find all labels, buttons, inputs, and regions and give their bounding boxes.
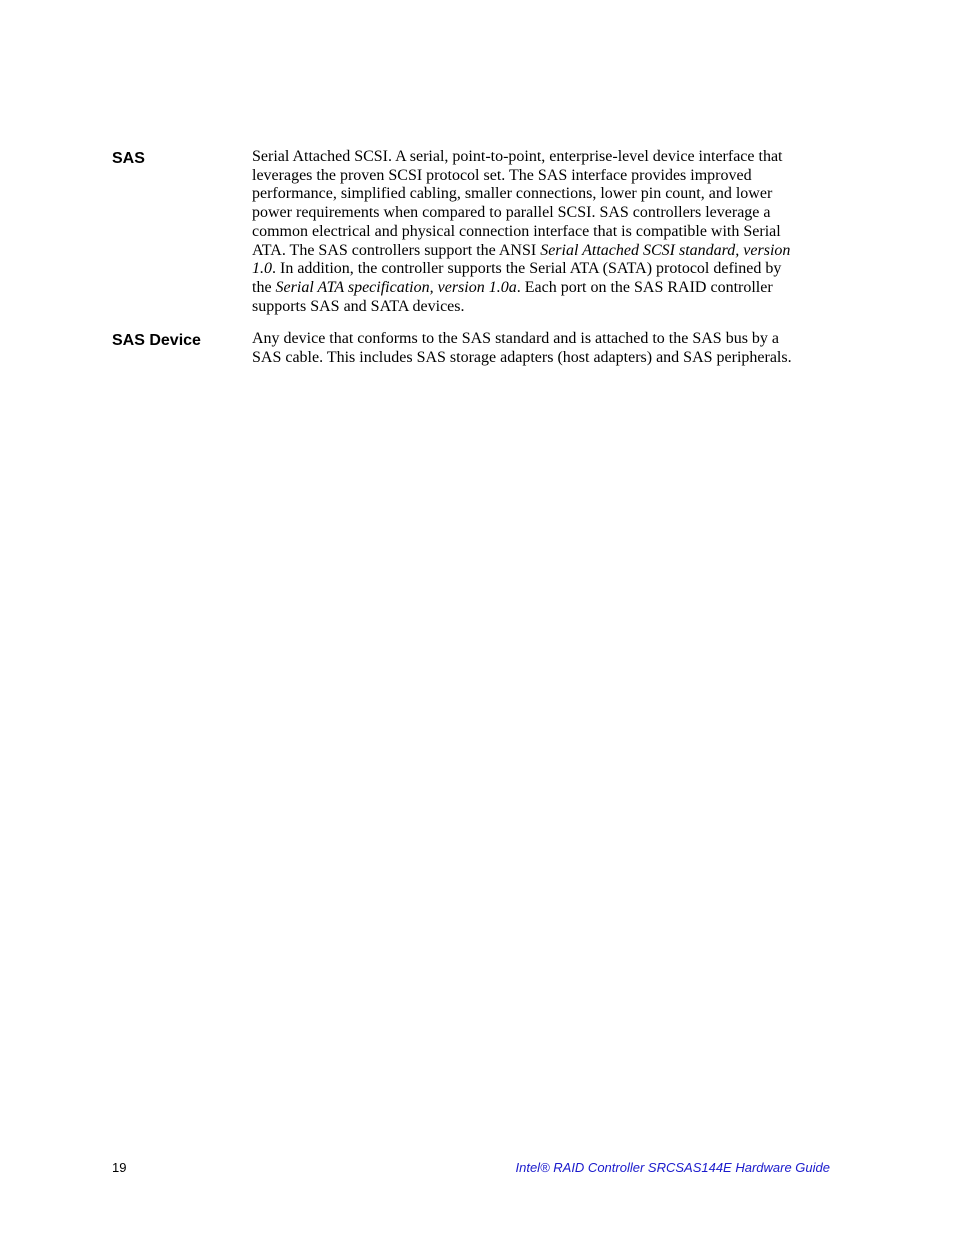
- definition-line: power requirements when compared to parallel SCSI. SAS controllers leverage a: [252, 204, 771, 222]
- definition-line: the Serial ATA specification, version 1.0a. Each port on the SAS RAID controller: [252, 278, 773, 296]
- definition-line: 1.0. In addition, the controller supports the Serial ATA (SATA) protocol defined by: [252, 260, 782, 278]
- definition-line: Serial Attached SCSI. A serial, point-to-point, enterprise-level device interface that: [252, 148, 783, 165]
- definition-line: Any device that conforms to the SAS standard and is attached to the SAS bus by a: [252, 330, 780, 347]
- glossary-definition: [252, 148, 832, 316]
- glossary-definition: [252, 330, 832, 367]
- definition-line: supports SAS and SATA devices.: [252, 297, 465, 315]
- definition-line: ATA. The SAS controllers support the ANSI Serial Attached SCSI standard, version: [252, 241, 791, 259]
- document-title-footer: Intel® RAID Controller SRCSAS144E Hardware Guide: [515, 1160, 830, 1175]
- definition-line: common electrical and physical connection interface that is compatible with Serial: [252, 222, 781, 240]
- page-number: 19: [112, 1160, 127, 1175]
- definition-line: performance, simplified cabling, smaller connections, lower pin count, and lower: [252, 185, 773, 203]
- italic-citation: Serial Attached SCSI standard, version: [540, 241, 791, 259]
- glossary-term: SAS: [112, 150, 145, 167]
- definition-line: leverages the proven SCSI protocol set. The SAS interface provides improved: [252, 166, 752, 184]
- definition-line: SAS cable. This includes SAS storage adapters (host adapters) and SAS peripherals.: [252, 348, 792, 366]
- italic-citation: 1.0: [252, 260, 272, 278]
- glossary-term: SAS Device: [112, 332, 201, 349]
- italic-citation: Serial ATA specification, version 1.0a: [275, 278, 517, 296]
